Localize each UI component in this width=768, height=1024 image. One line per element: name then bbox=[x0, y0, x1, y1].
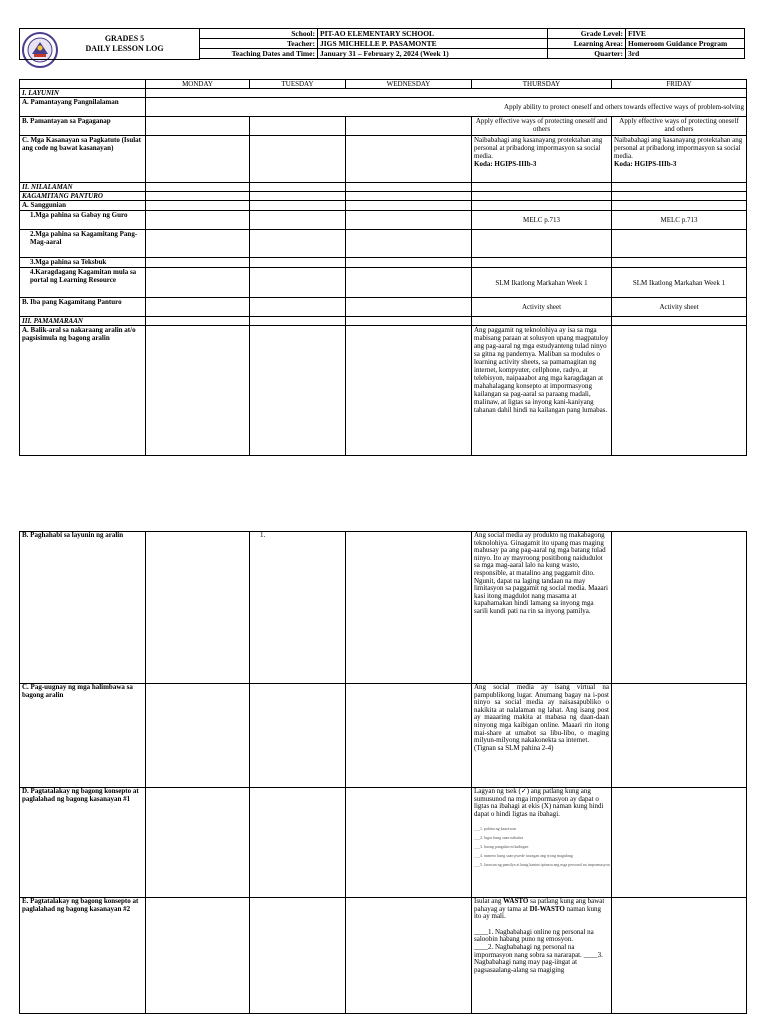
row-s1-label: 1.Mga pahina sa Gabay ng Guro bbox=[20, 211, 146, 230]
row-pe-thursday-intro bbox=[474, 898, 609, 921]
pe-bold-diwasto: DI-WASTO bbox=[529, 904, 565, 913]
row-pc-label: C. Pag-uugnay ng mga halimbawa sa bagong aralin bbox=[20, 684, 146, 788]
quarter-label: Quarter: bbox=[548, 49, 626, 59]
row-a-label: A. Pamantayang Pangnilalaman bbox=[20, 98, 146, 117]
pd-item-2: ___2. lugar kung saan nakatira bbox=[474, 835, 524, 841]
row-s1-thursday: MELC p.713 bbox=[472, 211, 612, 230]
pe-intro-c: naman kung ito ay mali. bbox=[474, 904, 602, 921]
pd-item-5: ___5. larawan ng pamilya at kung kanino ipinasa ang mga personal na impormasyon bbox=[474, 862, 610, 868]
row-pd-label: D. Pagtatalakay ng bagong konsepto at paglalahad ng bagong kasanayan #1 bbox=[20, 788, 146, 898]
section-layunin: I. LAYUNIN bbox=[20, 89, 146, 98]
day-header-friday: FRIDAY bbox=[612, 80, 747, 89]
pd-item-4: ___4. numero kung saan pwede tawagan ang iyong magulang bbox=[474, 853, 573, 859]
row-c-thursday-code: Koda: HGIPS-IIIb-3 bbox=[474, 160, 537, 168]
row-pb-tuesday: 1. bbox=[250, 532, 346, 684]
pd-item-3: ___3. buong pangalan ni kaibigan bbox=[474, 844, 529, 850]
day-header-tuesday: TUESDAY bbox=[250, 80, 346, 89]
row-pd-thursday-text: Lagyan ng tsek (✓) ang patlang kung ang sumusunod na mga impormasyon ay dapat o ligtas na ibahagi at ekis (X) naman kung hindi dapat o hindi ligtas na ibahagi. bbox=[474, 787, 604, 818]
row-bk-label: B. Iba pang Kagamitang Panturo bbox=[20, 298, 146, 317]
row-pa-label: A. Balik-aral sa nakaraang aralin at/o pagsisimula ng bagong aralin bbox=[20, 326, 146, 456]
pd-item-1: ___1. pahina ng kaarawan bbox=[474, 826, 516, 832]
section-nilalaman: II. NILALAMAN bbox=[20, 183, 146, 192]
dates-label: Teaching Dates and Time: bbox=[200, 49, 318, 59]
row-a-value: Apply ability to protect oneself and others towards effective ways of problem-solving bbox=[146, 98, 747, 117]
dates-value: January 31 – February 2, 2024 (Week 1) bbox=[318, 49, 548, 59]
row-s4-friday: SLM Ikatlong Markahan Week 1 bbox=[612, 268, 747, 298]
row-sanggunian: A. Sanggunian bbox=[20, 201, 146, 211]
row-c-thursday bbox=[472, 136, 612, 183]
title-line-2: DAILY LESSON LOG bbox=[85, 43, 164, 53]
row-bk-friday: Activity sheet bbox=[612, 298, 747, 317]
row-c-thursday-text: Naibabahagi ang kasanayang protektahan ang personal at pribadong impormasyon sa social media. bbox=[474, 136, 603, 160]
lesson-table-page1 bbox=[19, 79, 747, 456]
section-pamamaraan: III. PAMAMARAAN bbox=[20, 317, 146, 326]
row-pe-thursday bbox=[472, 898, 612, 1014]
row-pb-thursday: Ang social media ay produkto ng makabagong teknolohiya. Ginagamit ito upang mas maging mahusay pa ang pag-aaral ng mga batang tulad ninyo. Ito ay mayroong positibong naidudulot sa mga mag-aaral lalo na kung wasto, responsible, at matalino ang paggamit dito. Ngunit, dapat na laging tandaan na may limitasyon sa paggamit ng social media. Maaari kasi itong magdulot nang masama at kapahamakan hindi lamang sa inyong mga sarili kundi pati na rin sa inyong pamilya. bbox=[472, 532, 612, 684]
quarter-value: 3rd bbox=[626, 49, 745, 59]
pe-bold-wasto: WASTO bbox=[503, 897, 529, 905]
row-s1-friday: MELC p.713 bbox=[612, 211, 747, 230]
lesson-table-page2 bbox=[19, 531, 747, 1014]
header-table bbox=[19, 28, 745, 60]
row-s2-label: 2.Mga pahina sa Kagamitang Pang-Mag-aaral bbox=[20, 230, 146, 258]
row-b-friday: Apply effective ways of protecting oneself and others bbox=[612, 117, 747, 136]
row-c-friday-code: Koda: HGIPS-IIIb-3 bbox=[614, 160, 677, 168]
section-kagamitan: KAGAMITANG PANTURO bbox=[20, 192, 146, 201]
row-s3-label: 3.Mga pahina sa Teksbuk bbox=[20, 258, 146, 268]
area-label: Learning Area: bbox=[548, 39, 626, 49]
row-s4-thursday: SLM Ikatlong Markahan Week 1 bbox=[472, 268, 612, 298]
pe-intro-a: Isulat ang bbox=[474, 897, 504, 905]
row-c-friday-text: Naibabahagi ang kasanayang protektahan ang personal at pribadong impormasyon sa social media. bbox=[614, 136, 743, 160]
grade-value: FIVE bbox=[626, 29, 745, 39]
row-b-thursday: Apply effective ways of protecting oneself and others bbox=[472, 117, 612, 136]
teacher-value: JIGS MICHELLE P. PASAMONTE bbox=[318, 39, 548, 49]
row-c-friday bbox=[612, 136, 747, 183]
corner-cell bbox=[20, 80, 146, 89]
school-label: School: bbox=[200, 29, 318, 39]
school-value: PIT-AO ELEMENTARY SCHOOL bbox=[318, 29, 548, 39]
row-pa-thursday: Ang paggamit ng teknolohiya ay isa sa mga mabisang paraan at solusyon upang magpatuloy ang pag-aaral ng mga estudyanteng tulad ninyo sa gitna ng pandemya. Maliban sa modules o learning activity sheets, sa pamamagitan ng internet, kompyuter, cellphone, radyo, at telebisyon, naipaaabot ang mga karagdagan at mahahalagang konsepto at impormasyong kailangan sa pag-aaral sa paraang madali, malinaw, at ligtas sa inyong kani-kaniyang tahanan dahil hindi na kailangan pang lumabas. bbox=[472, 326, 612, 456]
teacher-label: Teacher: bbox=[200, 39, 318, 49]
row-pe-label: E. Pagtatalakay ng bagong konsepto at paglalahad ng bagong kasanayan #2 bbox=[20, 898, 146, 1014]
area-value: Homeroom Guidance Program bbox=[626, 39, 745, 49]
pe-item-2: ____2. Nagbabahagi ng personal na impormasyon nang sobra sa nararapat. ____3. Nagbabahagi nang may pag-iingat at pagsasaalang-alang sa magiging bbox=[474, 942, 603, 974]
row-pd-thursday bbox=[472, 788, 612, 898]
pe-intro-b: sa patlang kung ang bawat pahayag ay tama at bbox=[474, 897, 605, 913]
title-cell bbox=[20, 29, 200, 60]
row-bk-thursday: Activity sheet bbox=[472, 298, 612, 317]
day-header-thursday: THURSDAY bbox=[472, 80, 612, 89]
day-header-wednesday: WEDNESDAY bbox=[346, 80, 472, 89]
row-pc-thursday bbox=[472, 684, 612, 788]
grade-label: Grade Level: bbox=[548, 29, 626, 39]
row-pb-label: B. Paghahabi sa layunin ng aralin bbox=[20, 532, 146, 684]
day-header-monday: MONDAY bbox=[146, 80, 250, 89]
row-s4-label: 4.Karagdagang Kagamitan mula sa portal ng Learning Resource bbox=[20, 268, 146, 298]
row-pc-thursday-note: (Tignan sa SLM pahina 2-4) bbox=[474, 743, 554, 752]
pe-item-1: ____1. Nagbabahagi online ng personal na saloobin habang puno ng emosyon. bbox=[474, 927, 594, 944]
title-line-1: GRADES 5 bbox=[104, 33, 145, 43]
row-c-label: C. Mga Kasanayan sa Pagkatuto (Isulat ang code ng bawat kasanayan) bbox=[20, 136, 146, 183]
row-b-label: B. Pamantayan sa Pagaganap bbox=[20, 117, 146, 136]
row-pc-thursday-text: Ang social media ay isang virtual na pampublikong lugar. Anumang bagay na i-post ninyo sa social media ay naisasapubliko o nakikita at nalalaman ng lahat. Ang isang post ay maaaring makita at mabasa ng daan-daan ninyong mga kaibigan online. Maaari rin itong mai-share at umabot sa libu-libo, o maging milyun-milyong nakakonekta sa internet. bbox=[474, 683, 609, 745]
